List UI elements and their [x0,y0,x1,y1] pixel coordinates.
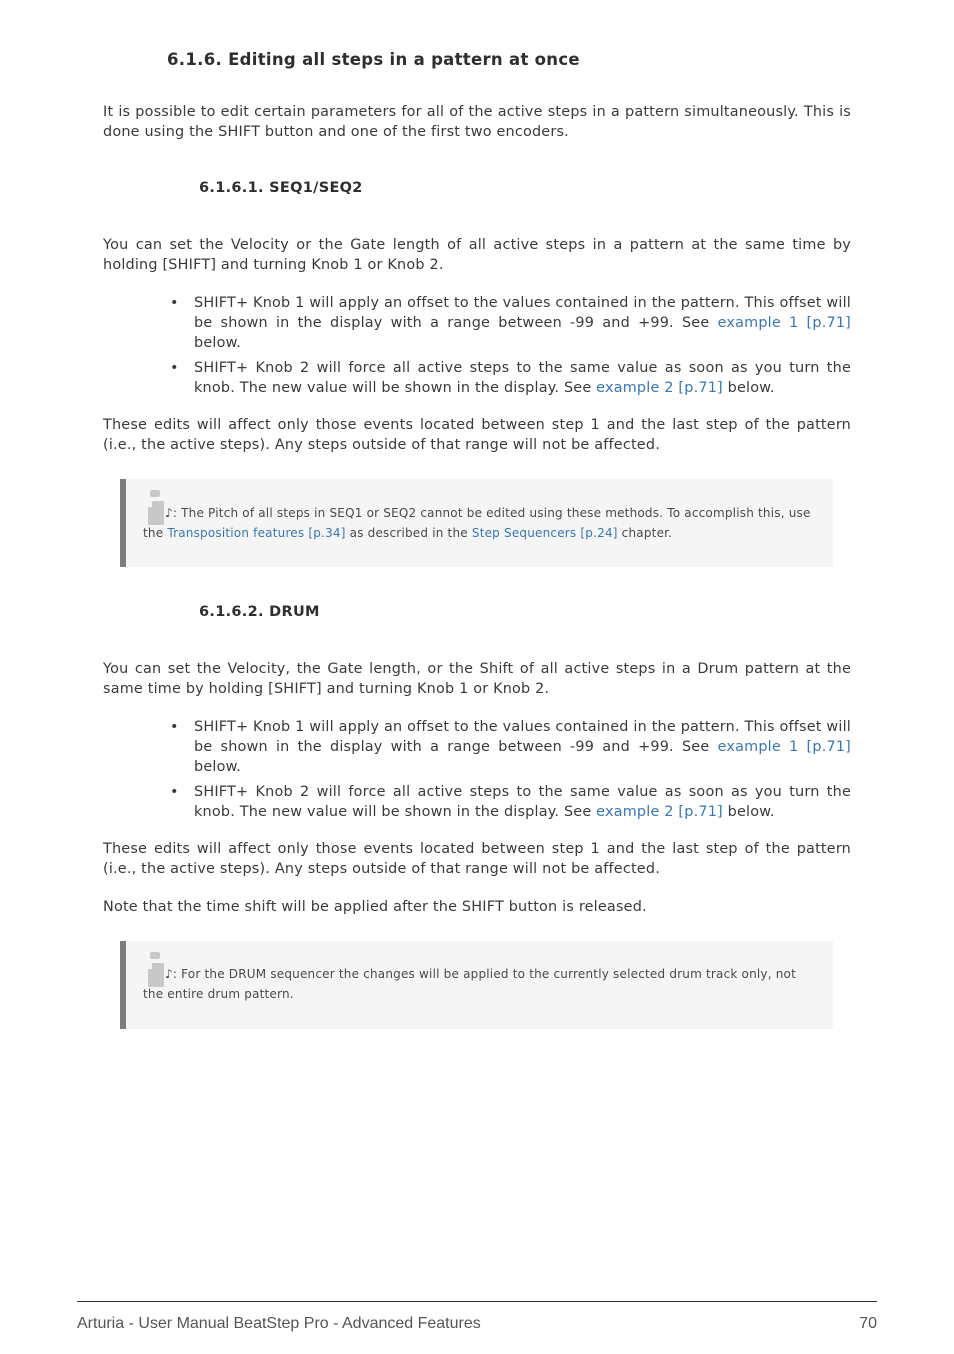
bullet-tail: below. [722,804,775,820]
note-text-part: ♪: For the DRUM sequencer the changes will be applied to the currently selected drum track only, not the entire drum pattern. [143,967,796,1001]
note-text-part: as described in the [345,525,472,540]
example-2-link[interactable]: example 2 [p.71] [596,380,723,396]
note-text-part: ♪: The Pitch of all steps in SEQ1 or SEQ2 cannot be edited using these methods. To accomplish this, use the [143,506,811,540]
list-item [170,717,851,777]
bullet-tail: below. [194,759,242,775]
list-item [170,782,851,822]
drum-intro: You can set the Velocity, the Gate length, or the Shift of all active steps in a Drum pattern at the same time by holding [SHIFT] and turning Knob 1 or Knob 2. [103,661,851,697]
bullet-text: SHIFT+ Knob 1 will apply an offset to the values contained in the pattern. This offset will be shown in the display with a range between -99 and +99. See [194,719,851,755]
note-text-part: chapter. [617,525,673,540]
drum-bullet-list [170,717,851,827]
drum-after-text: These edits will affect only those events located between step 1 and the last step of the pattern (i.e., the active steps). Any steps outside of that range will not be affected. [103,841,851,877]
seq-subsection-title: 6.1.6.1. SEQ1/SEQ2 [199,180,363,196]
bullet-tail: below. [722,380,775,396]
bullet-text: SHIFT+ Knob 2 will force all active steps to the same value as soon as you turn the knob. The new value will be shown in the display. See [194,784,851,820]
transposition-features-link[interactable]: Transposition features [p.34] [167,525,346,540]
info-note-seq [120,479,833,567]
bullet-dot: • [170,784,179,800]
list-item [170,293,851,353]
seq-bullet-list [170,293,851,403]
footer-divider [77,1301,877,1302]
drum-shift-note: Note that the time shift will be applied after the SHIFT button is released. [103,899,647,915]
note-text [143,965,817,1004]
bullet-text: SHIFT+ Knob 1 will apply an offset to the values contained in the pattern. This offset will be shown in the display with a range between -99 and +99. See [194,295,851,331]
bullet-dot: • [170,719,179,735]
bullet-tail: below. [194,335,242,351]
drum-subsection-title: 6.1.6.2. DRUM [199,604,320,620]
note-text [143,504,817,543]
list-item [170,358,851,398]
seq-intro: You can set the Velocity or the Gate length of all active steps in a pattern at the same time by holding [SHIFT] and turning Knob 1 or Knob 2. [103,237,851,273]
footer-title: Arturia - User Manual BeatStep Pro - Advanced Features [77,1315,481,1332]
page-number: 70 [859,1315,877,1332]
seq-after-text: These edits will affect only those events located between step 1 and the last step of the pattern (i.e., the active steps). Any steps outside of that range will not be affected. [103,417,851,453]
bullet-text: SHIFT+ Knob 2 will force all active steps to the same value as soon as you turn the knob. The new value will be shown in the display. See [194,360,851,396]
section-title: 6.1.6. Editing all steps in a pattern at once [167,50,580,69]
info-note-drum [120,941,833,1029]
bullet-dot: • [170,295,179,311]
example-1-link[interactable]: example 1 [p.71] [717,315,851,331]
step-sequencers-link[interactable]: Step Sequencers [p.24] [471,525,618,540]
example-2-link[interactable]: example 2 [p.71] [596,804,723,820]
bullet-dot: • [170,360,179,376]
example-1-link[interactable]: example 1 [p.71] [717,739,851,755]
section-intro: It is possible to edit certain parameters for all of the active steps in a pattern simultaneously. This is done using the SHIFT button and one of the first two encoders. [103,104,851,140]
